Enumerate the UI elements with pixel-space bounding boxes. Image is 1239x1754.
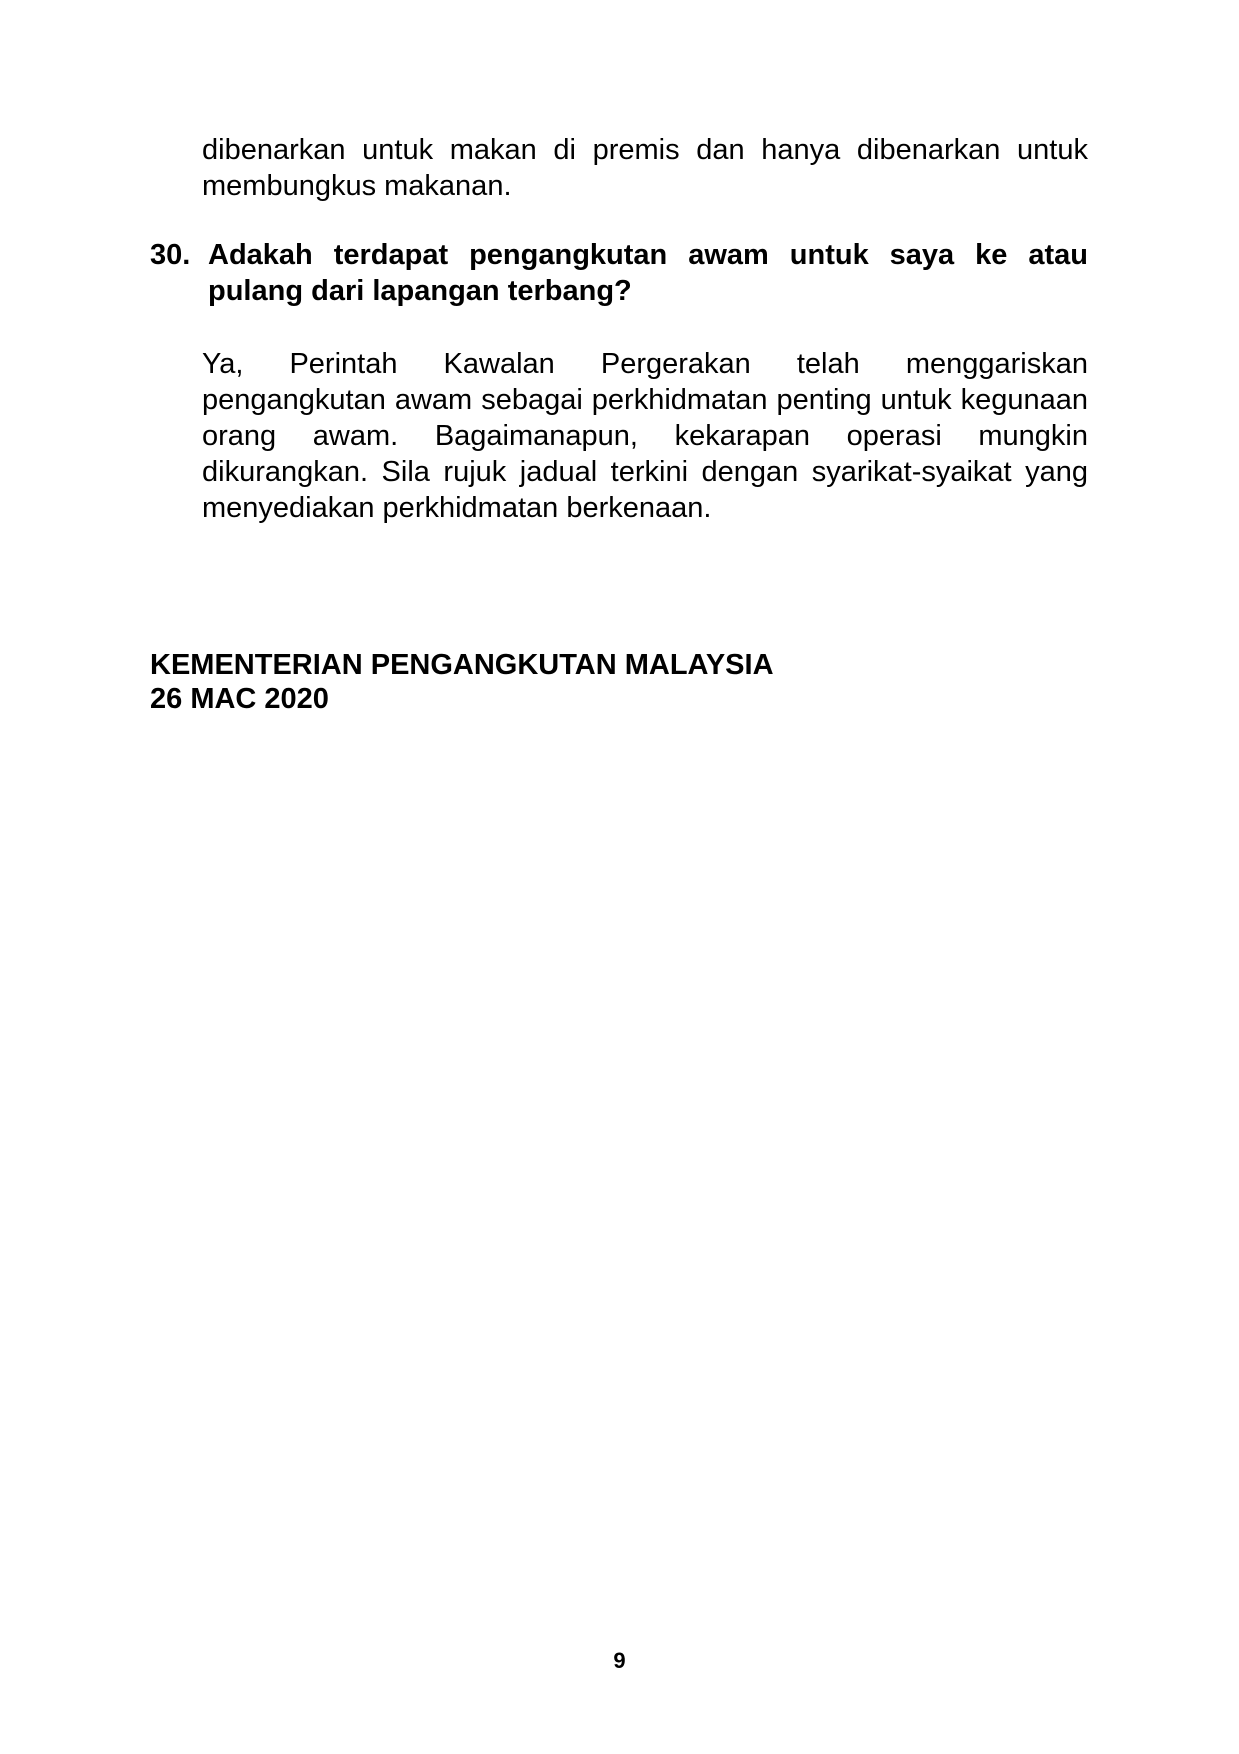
answer-paragraph: Ya, Perintah Kawalan Pergerakan telah menggariskan pengangkutan awam sebagai perkhidmatan penting untuk kegunaan orang awam. Bagaimanapun, kekarapan operasi mungkin dikurangkan. Sila rujuk jadual terkini dengan syarikat-syaikat yang menyediakan perkhidmatan berkenaan. xyxy=(202,348,1088,524)
signature-block xyxy=(150,648,774,716)
signature-date: 26 MAC 2020 xyxy=(150,683,329,715)
question-text: Adakah terdapat pengangkutan awam untuk saya ke atau pulang dari lapangan terbang? xyxy=(208,239,1088,307)
page-number: 9 xyxy=(613,1648,626,1673)
question-number: 30. xyxy=(150,239,191,271)
signature-organization: KEMENTERIAN PENGANGKUTAN MALAYSIA xyxy=(150,649,774,681)
faq-question xyxy=(150,237,1088,309)
continuation-paragraph: dibenarkan untuk makan di premis dan hanya dibenarkan untuk membungkus makanan. xyxy=(202,134,1088,202)
